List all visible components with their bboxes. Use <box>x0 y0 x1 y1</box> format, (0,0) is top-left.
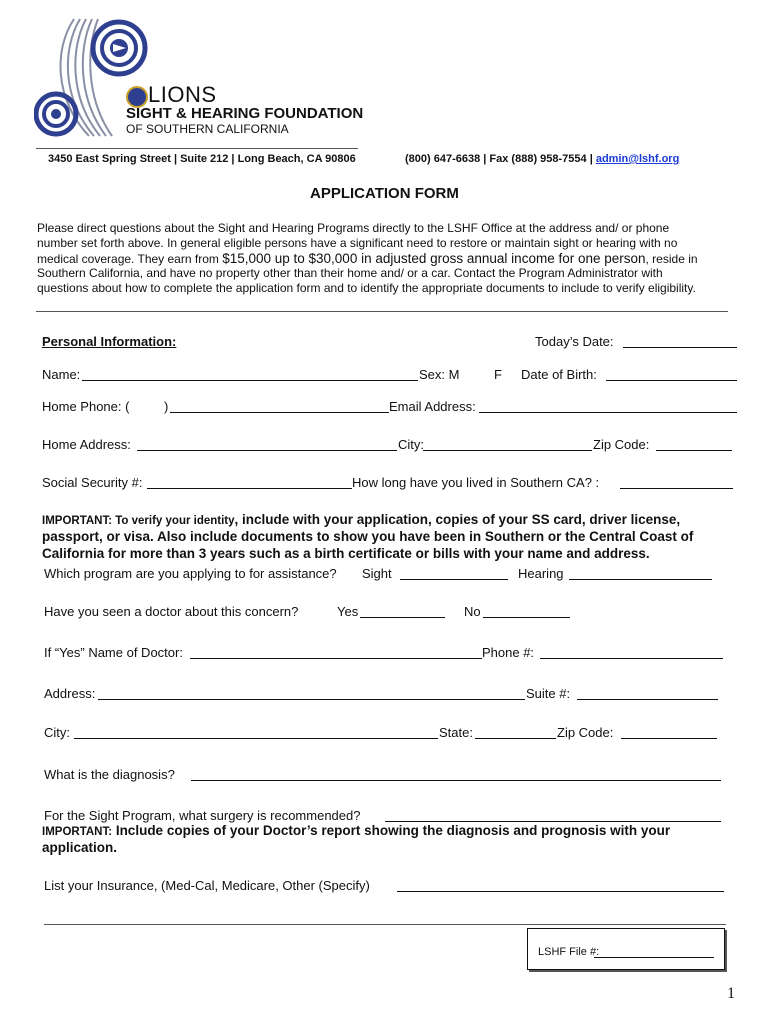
org-contact <box>405 153 679 165</box>
email-field[interactable] <box>479 412 737 413</box>
home-address-field[interactable] <box>137 450 397 451</box>
ssn-label: Social Security #: <box>42 475 143 490</box>
home-phone-label: Home Phone: ( <box>42 399 130 414</box>
city-label: City: <box>398 437 424 452</box>
important-identity-line-1 <box>42 512 680 527</box>
important-identity-line-3: California for more than 3 years such as a birth certificate or bills with your name and address. <box>42 546 650 561</box>
surgery-label: For the Sight Program, what surgery is recommended? <box>44 808 361 823</box>
doctor-state-field[interactable] <box>475 738 556 739</box>
zip-label: Zip Code: <box>593 437 650 452</box>
org-address: 3450 East Spring Street | Suite 212 | Long Beach, CA 90806 <box>48 153 356 165</box>
intro-line-3c: , reside in <box>645 252 698 266</box>
important-report-text: Include copies of your Doctor’s report showing the diagnosis and prognosis with your <box>112 823 671 838</box>
org-name-line3: OF SOUTHERN CALIFORNIA <box>126 122 289 136</box>
sight-option-label: Sight <box>362 566 392 581</box>
sight-option-field[interactable] <box>400 579 508 580</box>
todays-date-label: Today’s Date: <box>535 334 614 349</box>
doctor-zip-field[interactable] <box>621 738 717 739</box>
important-report-label: IMPORTANT: <box>42 826 113 838</box>
home-phone-field[interactable] <box>170 412 389 413</box>
diagnosis-field[interactable] <box>191 780 721 781</box>
surgery-field[interactable] <box>385 821 721 822</box>
doctor-phone-label: Phone #: <box>482 645 535 660</box>
org-phone-fax: (800) 647-6638 | Fax (888) 958-7554 | <box>405 153 596 165</box>
city-field[interactable] <box>423 450 592 451</box>
header-divider <box>36 148 358 149</box>
footer-divider <box>44 924 726 925</box>
hearing-option-field[interactable] <box>569 579 712 580</box>
important-identity-text: , include with your application, copies of your SS card, driver license, <box>234 512 681 527</box>
doctor-yes-label: Yes <box>337 604 359 619</box>
intro-line-3 <box>37 251 698 266</box>
doctor-phone-field[interactable] <box>540 658 723 659</box>
office-use-box <box>527 928 725 970</box>
intro-divider <box>36 311 728 312</box>
doctor-no-label: No <box>464 604 481 619</box>
intro-line-3a: medical coverage. They earn from <box>37 252 223 266</box>
personal-info-heading: Personal Information: <box>42 334 177 349</box>
email-link[interactable]: admin@lshf.org <box>595 153 680 165</box>
important-report-line-1 <box>42 823 670 838</box>
important-identity-line-2: passport, or visa. Also include documents to show you have been in Southern or the Central Coast of <box>42 529 694 544</box>
intro-line-4: Southern California, and have no property other than their home and/ or a car. Contact the Program Administrator with <box>37 266 663 280</box>
page-number: 1 <box>727 985 735 1002</box>
intro-line-1: Please direct questions about the Sight and Hearing Programs directly to the LSHF Office at the address and/ or phone <box>37 221 670 235</box>
diagnosis-label: What is the diagnosis? <box>44 767 175 782</box>
home-address-label: Home Address: <box>42 437 131 452</box>
lshf-file-field[interactable] <box>594 957 714 958</box>
logo <box>34 14 364 142</box>
home-phone-paren: ) <box>164 399 169 414</box>
sex-label: Sex: M <box>419 367 460 382</box>
doctor-city-label: City: <box>44 725 70 740</box>
insurance-field[interactable] <box>397 891 724 892</box>
doctor-question: Have you seen a doctor about this concern? <box>44 604 299 619</box>
zip-field[interactable] <box>656 450 732 451</box>
how-long-label: How long have you lived in Southern CA? : <box>352 475 600 490</box>
insurance-label: List your Insurance, (Med-Cal, Medicare, Other (Specify) <box>44 878 370 893</box>
dob-label: Date of Birth: <box>521 367 597 382</box>
name-field[interactable] <box>82 380 418 381</box>
hearing-option-label: Hearing <box>518 566 564 581</box>
doctor-name-field[interactable] <box>190 658 482 659</box>
doctor-no-field[interactable] <box>483 617 570 618</box>
income-range: $15,000 up to $30,000 in adjusted gross annual income for one person <box>222 251 646 266</box>
email-label: Email Address: <box>389 399 476 414</box>
doctor-address-field[interactable] <box>98 699 525 700</box>
doctor-yes-field[interactable] <box>360 617 445 618</box>
sex-f-option[interactable]: F <box>494 367 502 382</box>
doctor-city-field[interactable] <box>74 738 438 739</box>
org-name-line1: LIONS <box>148 82 217 107</box>
program-question: Which program are you applying to for assistance? <box>44 566 337 581</box>
how-long-field[interactable] <box>620 488 733 489</box>
important-report-line-2: application. <box>42 840 118 855</box>
doctor-suite-label: Suite #: <box>526 686 571 701</box>
doctor-name-label: If “Yes” Name of Doctor: <box>44 645 183 660</box>
ssn-field[interactable] <box>147 488 352 489</box>
page-title: APPLICATION FORM <box>310 185 459 202</box>
todays-date-field[interactable] <box>623 347 737 348</box>
intro-line-5: questions about how to complete the application form and to identify the appropriate documents to include to verify eligibility. <box>37 281 696 295</box>
doctor-state-label: State: <box>439 725 473 740</box>
intro-line-2: number set forth above. In general eligible persons have a significant need to restore or maintain sight or hearing with no <box>37 236 678 250</box>
name-label: Name: <box>42 367 81 382</box>
important-identity-label: IMPORTANT: To verify your identity <box>42 515 235 527</box>
dob-field[interactable] <box>606 380 737 381</box>
lshf-file-label: LSHF File #: <box>538 946 600 958</box>
doctor-zip-label: Zip Code: <box>557 725 614 740</box>
org-name-line2: SIGHT & HEARING FOUNDATION <box>126 105 364 122</box>
doctor-address-label: Address: <box>44 686 96 701</box>
doctor-suite-field[interactable] <box>577 699 718 700</box>
